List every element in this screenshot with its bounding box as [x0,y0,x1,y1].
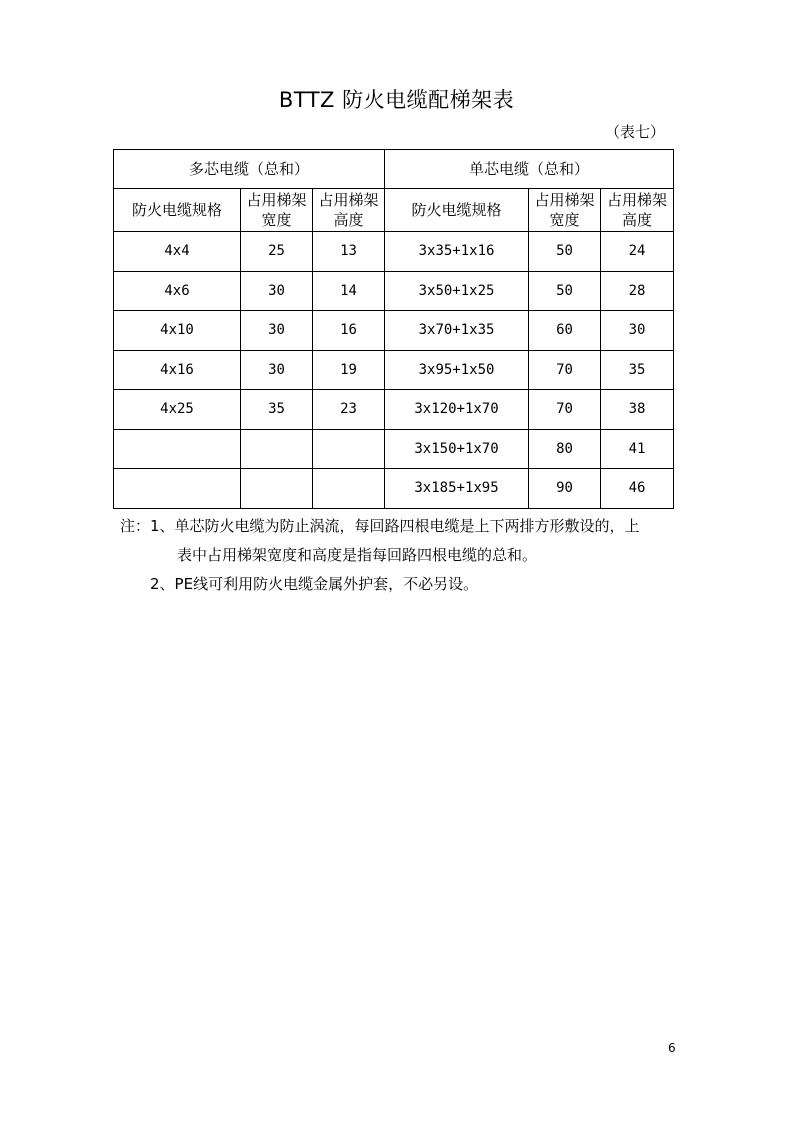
page-number: 6 [668,1041,676,1055]
table-row [114,469,674,509]
table-cell [313,429,385,469]
column-header-row [114,189,674,232]
table-cell: 28 [601,271,674,311]
table-cell: 30 [241,350,313,390]
col-header-height: 占用梯架高度 [313,189,385,232]
cable-tray-table [113,149,674,509]
col-header-spec: 防火电缆规格 [114,189,241,232]
table-cell: 19 [313,350,385,390]
note-1-line-2: 表中占用梯架宽度和高度是指每回路四根电缆的总和。 [177,546,538,564]
table-row [114,232,674,272]
table-cell: 70 [529,350,601,390]
table-row [114,350,674,390]
group-header-row [114,150,674,189]
table-cell: 41 [601,429,674,469]
table-cell [241,469,313,509]
table-cell: 3x70+1x35 [385,311,529,351]
table-cell: 30 [241,271,313,311]
table-cell: 35 [601,350,674,390]
group-header-singlecore: 单芯电缆（总和） [385,150,674,189]
table-row [114,271,674,311]
group-header-multicore: 多芯电缆（总和） [114,150,385,189]
notes [120,512,680,599]
table-cell: 50 [529,232,601,272]
page-title: BTTZ 防火电缆配梯架表 [278,88,515,112]
table-cell: 3x185+1x95 [385,469,529,509]
table-cell: 35 [241,390,313,430]
table-cell: 3x35+1x16 [385,232,529,272]
table-cell [114,469,241,509]
table-cell: 14 [313,271,385,311]
table-cell: 50 [529,271,601,311]
table-row [114,311,674,351]
note-2: 2、PE线可利用防火电缆金属外护套，不必另设。 [150,575,479,593]
table-cell: 16 [313,311,385,351]
table-cell: 4x4 [114,232,241,272]
table-cell: 4x10 [114,311,241,351]
table-cell: 3x50+1x25 [385,271,529,311]
table-cell: 30 [601,311,674,351]
table-row [114,429,674,469]
table-number: （表七） [604,123,665,141]
table-cell: 30 [241,311,313,351]
col-header-height: 占用梯架高度 [601,189,674,232]
table-cell: 90 [529,469,601,509]
table-cell: 3x150+1x70 [385,429,529,469]
table-cell: 38 [601,390,674,430]
table-cell: 60 [529,311,601,351]
col-header-width: 占用梯架宽度 [529,189,601,232]
table-cell: 3x95+1x50 [385,350,529,390]
table-cell: 46 [601,469,674,509]
table-cell: 25 [241,232,313,272]
table-cell [313,469,385,509]
table-row [114,390,674,430]
table-cell: 3x120+1x70 [385,390,529,430]
table-cell: 80 [529,429,601,469]
table-cell: 13 [313,232,385,272]
table-cell: 70 [529,390,601,430]
note-1-line-1: 注：1、单芯防火电缆为防止涡流，每回路四根电缆是上下两排方形敷设的，上 [120,517,640,535]
table-cell: 4x6 [114,271,241,311]
col-header-width: 占用梯架宽度 [241,189,313,232]
table-cell [114,429,241,469]
table-cell: 24 [601,232,674,272]
table-cell: 23 [313,390,385,430]
table-cell [241,429,313,469]
table-cell: 4x25 [114,390,241,430]
col-header-spec: 防火电缆规格 [385,189,529,232]
table-cell: 4x16 [114,350,241,390]
